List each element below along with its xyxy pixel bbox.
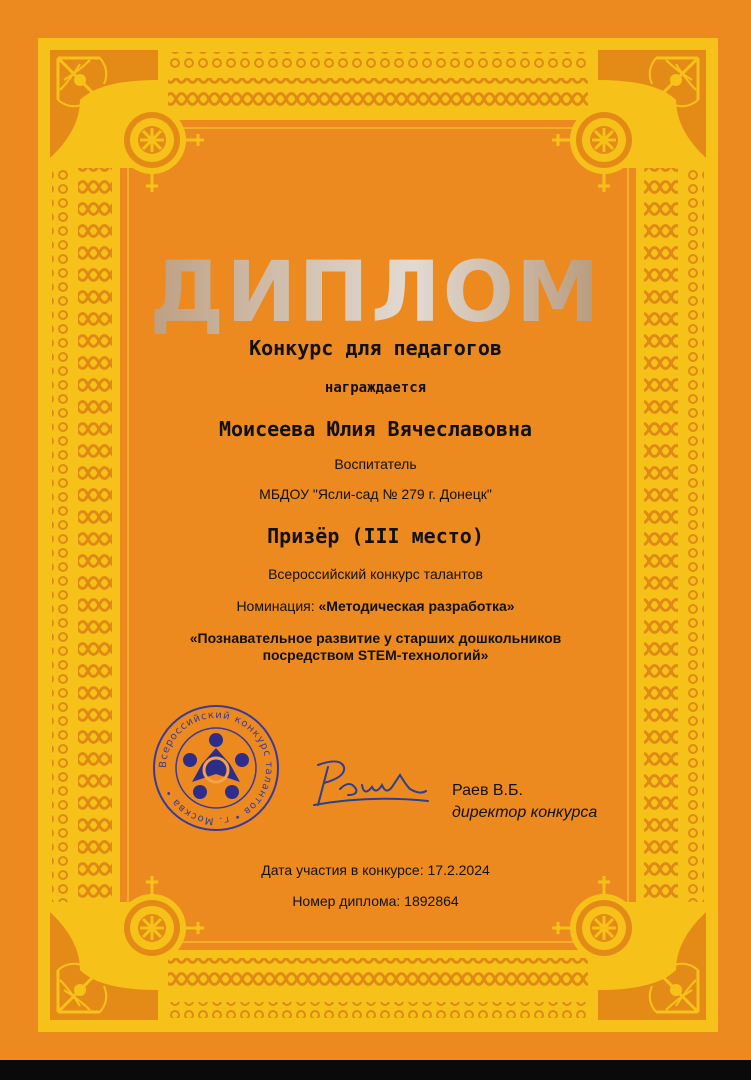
diploma-number: Номер диплома: 1892864 (292, 893, 459, 909)
prize-place: Призёр (III место) (267, 524, 484, 548)
people-circle-icon (183, 733, 249, 799)
nomination (0, 598, 751, 614)
seal-ring-text: Всероссийский конкурс талантов • г. Москва • (157, 709, 275, 827)
nomination-value: «Методическая разработка» (318, 598, 515, 614)
work-title-line-2: посредством STEM-технологий» (262, 647, 489, 663)
contest-heading: Конкурс для педагогов (249, 336, 502, 360)
participation-date: Дата участия в конкурсе: 17.2.2024 (261, 862, 490, 878)
work-title-line-1: «Познавательное развитие у старших дошкольников (189, 630, 562, 646)
contest-full-name: Всероссийский конкурс талантов (268, 566, 483, 582)
bottom-strip (0, 1060, 751, 1080)
director-role: директор конкурса (452, 804, 598, 821)
work-title (0, 630, 751, 664)
recipient-organization: МБДОУ "Ясли-сад № 279 г. Донецк" (259, 486, 492, 502)
nomination-label: Номинация: (236, 598, 319, 614)
awarded-label: награждается (324, 380, 427, 396)
diploma-title: ДИПЛОМ (0, 242, 751, 342)
recipient-position: Воспитатель (334, 456, 417, 472)
director-name: Раев В.Б. (452, 782, 523, 799)
director-signature (310, 755, 430, 815)
recipient-name: Моисеева Юлия Вячеславовна (218, 417, 533, 441)
contest-seal (152, 704, 280, 832)
